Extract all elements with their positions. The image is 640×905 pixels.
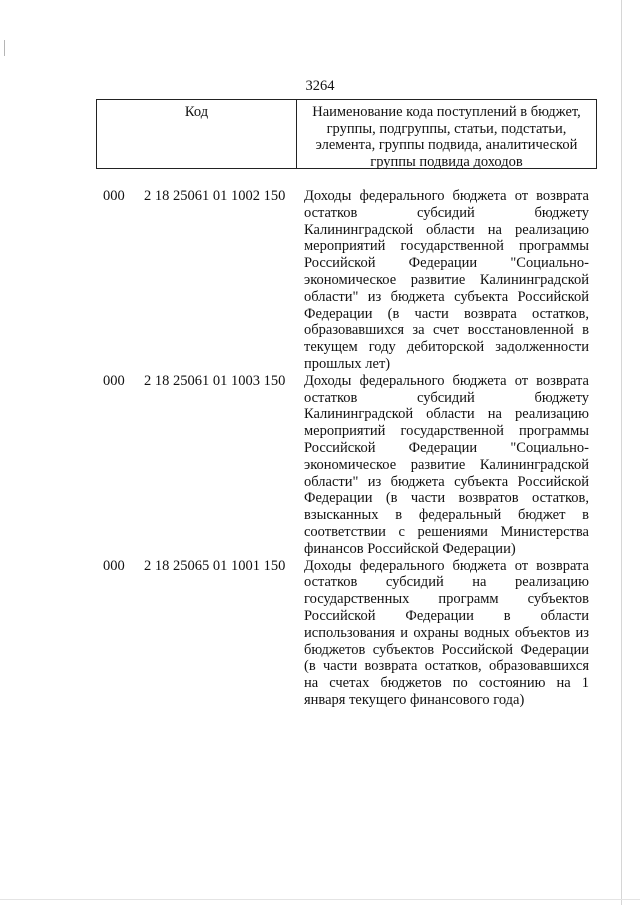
entry-description: Доходы федерального бюджета от возврата остатков субсидий бюджету Калининградской области на реализацию мероприятий государственной программы Российской Федерации "Социально-экономическое развитие Калининградской области" из бюджета субъекта Российской Федерации (в части возврата остатков, образовавшихся за счет восстановленной в текущем году дебиторской задолженности прошлых лет) bbox=[304, 188, 589, 372]
code-entry bbox=[0, 558, 640, 709]
code-list bbox=[0, 188, 640, 709]
code-entry bbox=[0, 373, 640, 558]
page-number: 3264 bbox=[305, 78, 335, 94]
scan-bottom-edge bbox=[0, 899, 640, 900]
entry-description: Доходы федерального бюджета от возврата остатков субсидий бюджету Калининградской области на реализацию мероприятий государственной программы Российской Федерации "Социально-экономическое развитие Калининградской области" из бюджета субъекта Российской Федерации (в части возвратов остатков, взысканных в федеральный бюджет в соответствии с решениями Министерства финансов Российской Федерации) bbox=[304, 372, 589, 557]
table-header bbox=[96, 99, 597, 169]
code-entry bbox=[0, 188, 640, 373]
header-code-column: Код bbox=[97, 100, 297, 168]
entry-description: Доходы федерального бюджета от возврата остатков субсидий на реализацию государственных программ субъектов Российской Федерации в области использования и охраны водных объектов из бюджетов субъектов Российской Федерации (в части возврата остатков, образовавшихся на счетах бюджетов по состоянию на 1 января текущего финансового года) bbox=[304, 557, 589, 708]
entry-admin-code: 000 bbox=[103, 557, 125, 574]
entry-revenue-code: 2 18 25061 01 1003 150 bbox=[144, 372, 286, 389]
entry-revenue-code: 2 18 25065 01 1001 150 bbox=[144, 557, 286, 574]
scan-margin-mark bbox=[4, 40, 5, 56]
entry-revenue-code: 2 18 25061 01 1002 150 bbox=[144, 188, 286, 204]
entry-admin-code: 000 bbox=[103, 188, 125, 204]
header-name-column: Наименование кода поступлений в бюджет, группы, подгруппы, статьи, подстатьи, элемента, группы подвида, аналитической группы подвида доходов bbox=[312, 104, 581, 170]
entry-admin-code: 000 bbox=[103, 372, 125, 389]
